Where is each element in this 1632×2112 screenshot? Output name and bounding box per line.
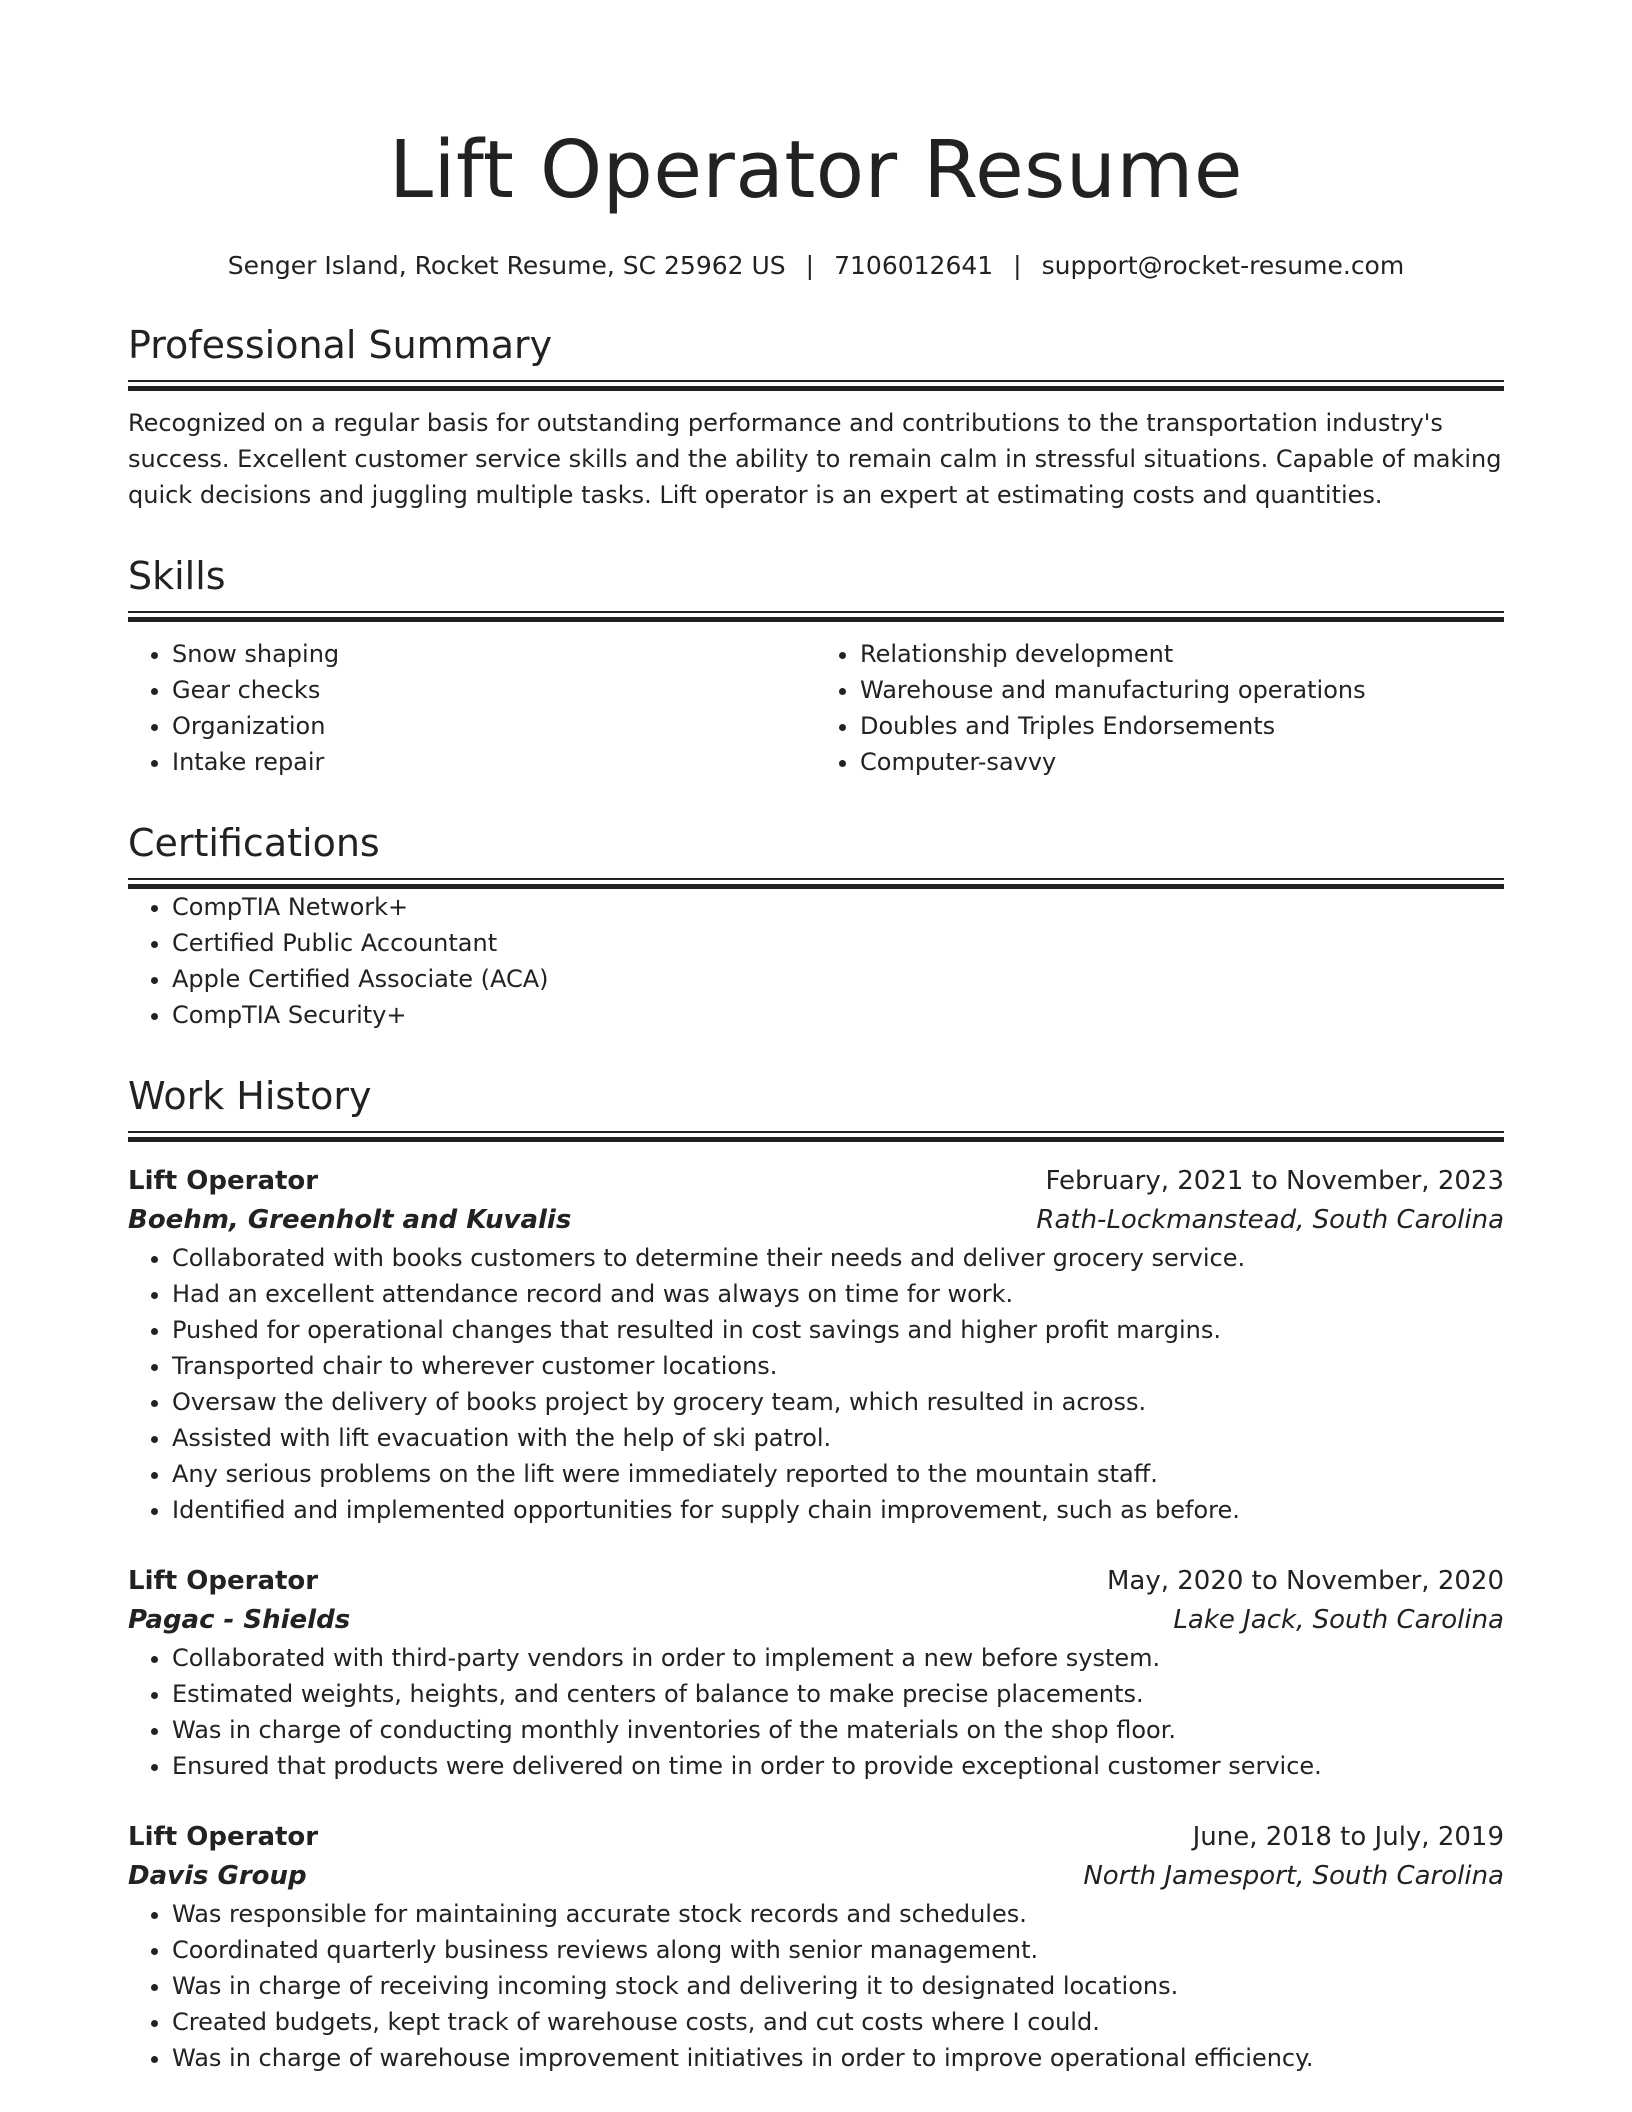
job-title: Lift Operator	[128, 1166, 319, 1196]
contact-line	[128, 250, 1504, 282]
job-entry	[128, 1162, 1504, 1528]
job-title: Lift Operator	[128, 1566, 319, 1596]
job-location: North Jamesport, South Carolina	[1083, 1861, 1504, 1891]
section-divider	[128, 380, 1504, 391]
section-divider	[128, 1131, 1504, 1142]
job-duty: • Identified and implemented opportunities for supply chain improvement, such as before.	[172, 1492, 1504, 1528]
job-subheader	[128, 1601, 1504, 1640]
job-duty: • Was responsible for maintaining accurate stock records and schedules.	[172, 1896, 1504, 1932]
resume-page	[128, 120, 1504, 2076]
skills-columns	[128, 636, 1504, 780]
job-header	[128, 1162, 1504, 1201]
job-entry	[128, 1818, 1504, 2076]
job-header	[128, 1818, 1504, 1857]
job-duties	[128, 1896, 1504, 2076]
summary-section	[128, 322, 1504, 513]
job-dates: May, 2020 to November, 2020	[1106, 1566, 1504, 1596]
job-duty: • Was in charge of warehouse improvement initiatives in order to improve operational efficiency.	[172, 2040, 1504, 2076]
work-history-heading: Work History	[128, 1074, 372, 1118]
skills-section	[128, 553, 1504, 780]
certification-item: • CompTIA Network+	[172, 889, 1504, 925]
skill-item: • Doubles and Triples Endorsements	[860, 708, 1504, 744]
skill-item: • Gear checks	[172, 672, 816, 708]
certifications-list	[128, 889, 1504, 1033]
job-duty: • Transported chair to wherever customer locations.	[172, 1348, 1504, 1384]
job-company: Pagac - Shields	[128, 1605, 351, 1635]
job-subheader	[128, 1201, 1504, 1240]
job-duty: • Coordinated quarterly business reviews along with senior management.	[172, 1932, 1504, 1968]
job-dates: June, 2018 to July, 2019	[1192, 1822, 1504, 1852]
job-header	[128, 1562, 1504, 1601]
skills-list-right	[816, 636, 1504, 780]
certification-item: • CompTIA Security+	[172, 997, 1504, 1033]
job-duty: • Oversaw the delivery of books project by grocery team, which resulted in across.	[172, 1384, 1504, 1420]
certification-item: • Certified Public Accountant	[172, 925, 1504, 961]
resume-title: Lift Operator Resume	[389, 124, 1243, 216]
job-duty: • Assisted with lift evacuation with the help of ski patrol.	[172, 1420, 1504, 1456]
certifications-heading: Certifications	[128, 821, 380, 865]
job-duty: • Collaborated with books customers to determine their needs and deliver grocery service.	[172, 1240, 1504, 1276]
job-company: Boehm, Greenholt and Kuvalis	[128, 1205, 572, 1235]
job-duty: • Was in charge of conducting monthly inventories of the materials on the shop floor.	[172, 1712, 1504, 1748]
contact-separator: |	[805, 251, 815, 280]
skill-item: • Intake repair	[172, 744, 816, 780]
job-duties	[128, 1240, 1504, 1528]
job-subheader	[128, 1857, 1504, 1896]
contact-email: support@rocket-resume.com	[1041, 251, 1405, 280]
job-title: Lift Operator	[128, 1822, 319, 1852]
section-divider	[128, 878, 1504, 889]
job-dates: February, 2021 to November, 2023	[1045, 1166, 1504, 1196]
contact-address: Senger Island, Rocket Resume, SC 25962 US	[227, 251, 786, 280]
job-entry	[128, 1562, 1504, 1784]
job-location: Lake Jack, South Carolina	[1173, 1605, 1504, 1635]
job-duty: • Estimated weights, heights, and centers of balance to make precise placements.	[172, 1676, 1504, 1712]
contact-separator: |	[1013, 251, 1022, 280]
job-duty: • Had an excellent attendance record and was always on time for work.	[172, 1276, 1504, 1312]
skill-item: • Warehouse and manufacturing operations	[860, 672, 1504, 708]
job-company: Davis Group	[128, 1861, 307, 1891]
skill-item: • Relationship development	[860, 636, 1504, 672]
section-divider	[128, 611, 1504, 622]
job-location: Rath-Lockmanstead, South Carolina	[1036, 1205, 1504, 1235]
skills-list-left	[128, 636, 816, 780]
certifications-section	[128, 820, 1504, 1033]
contact-phone: 7106012641	[834, 251, 994, 280]
skill-item: • Organization	[172, 708, 816, 744]
job-duty: • Pushed for operational changes that resulted in cost savings and higher profit margins.	[172, 1312, 1504, 1348]
job-duty: • Ensured that products were delivered on time in order to provide exceptional customer service.	[172, 1748, 1504, 1784]
work-history-section	[128, 1073, 1504, 2076]
skill-item: • Computer-savvy	[860, 744, 1504, 780]
job-duty: • Was in charge of receiving incoming stock and delivering it to designated locations.	[172, 1968, 1504, 2004]
skills-heading: Skills	[128, 554, 226, 598]
job-duties	[128, 1640, 1504, 1784]
job-duty: • Collaborated with third-party vendors in order to implement a new before system.	[172, 1640, 1504, 1676]
job-duty: • Created budgets, kept track of warehouse costs, and cut costs where I could.	[172, 2004, 1504, 2040]
skill-item: • Snow shaping	[172, 636, 816, 672]
job-duty: • Any serious problems on the lift were immediately reported to the mountain staff.	[172, 1456, 1504, 1492]
summary-text: Recognized on a regular basis for outstanding performance and contributions to the transportation industry's success. Excellent customer service skills and the ability to remain calm in stressful situations. Capable of making quick decisions and juggling multiple tasks. Lift operator is an expert at estimating costs and quantities.	[128, 409, 1502, 509]
summary-heading: Professional Summary	[128, 323, 553, 367]
certification-item: • Apple Certified Associate (ACA)	[172, 961, 1504, 997]
